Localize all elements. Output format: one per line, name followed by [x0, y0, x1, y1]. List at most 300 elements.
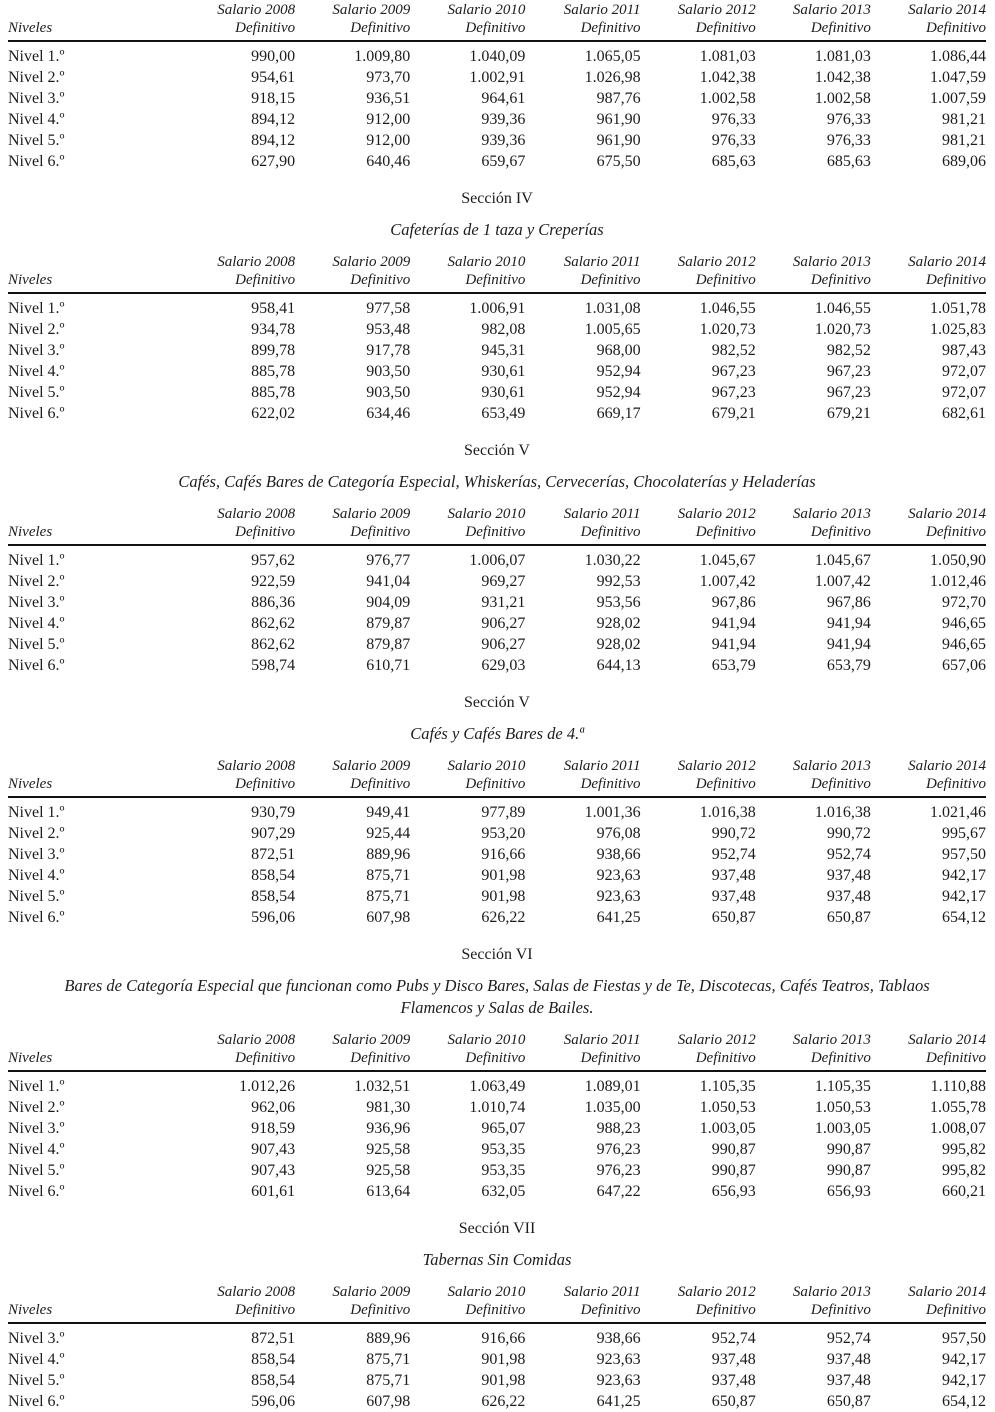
value-cell: 610,71 [366, 657, 411, 674]
value-cell: 1.050,90 [930, 552, 986, 569]
year-header-bottom: Definitivo [350, 775, 411, 792]
value-cell: 885,78 [251, 363, 296, 380]
value-cell: 965,07 [481, 1120, 526, 1137]
value-cell: 1.003,05 [699, 1120, 756, 1137]
level-cell: Nivel 1.º [8, 804, 65, 821]
level-cell: Nivel 6.º [8, 657, 65, 674]
value-cell: 1.051,78 [930, 300, 986, 317]
value-cell: 1.065,05 [584, 48, 641, 65]
value-cell: 650,87 [826, 909, 871, 926]
year-header-top: Salario 2013 [792, 2, 871, 18]
year-header-bottom: Definitivo [695, 1049, 756, 1066]
table-row [8, 571, 986, 592]
value-cell: 1.026,98 [584, 69, 641, 86]
value-cell: 1.020,73 [814, 321, 871, 338]
value-cell: 1.006,07 [469, 552, 526, 569]
year-header-bottom: Definitivo [810, 775, 871, 792]
value-cell: 1.005,65 [584, 321, 641, 338]
value-cell: 907,43 [251, 1162, 296, 1179]
table-row [8, 1370, 986, 1391]
year-header-bottom: Definitivo [695, 523, 756, 540]
level-cell: Nivel 4.º [8, 615, 65, 632]
value-cell: 976,33 [711, 132, 756, 149]
year-header-bottom: Definitivo [350, 523, 411, 540]
table-row [8, 41, 986, 67]
salary-table [8, 758, 986, 928]
year-header-top: Salario 2008 [217, 1032, 296, 1048]
column-header-niveles: Niveles [8, 506, 180, 545]
value-cell: 885,78 [251, 384, 296, 401]
value-cell: 1.042,38 [699, 69, 756, 86]
value-cell: 641,25 [596, 1393, 641, 1410]
level-cell: Nivel 2.º [8, 321, 65, 338]
value-cell: 976,08 [596, 825, 641, 842]
year-header-bottom: Definitivo [580, 1301, 641, 1318]
year-header-bottom: Definitivo [350, 19, 411, 36]
section-title: Sección V [464, 694, 530, 711]
column-header-year [641, 1032, 756, 1071]
level-cell: Nivel 5.º [8, 132, 65, 149]
value-cell: 1.002,58 [699, 90, 756, 107]
value-cell: 1.010,74 [469, 1099, 526, 1116]
value-cell: 654,12 [942, 1393, 986, 1410]
value-cell: 875,71 [366, 867, 411, 884]
year-header-bottom: Definitivo [580, 523, 641, 540]
value-cell: 937,48 [826, 867, 871, 884]
value-cell: 946,65 [942, 615, 986, 632]
year-header-bottom: Definitivo [810, 271, 871, 288]
column-header-year [180, 506, 295, 545]
value-cell: 937,48 [826, 1372, 871, 1389]
column-header-year [641, 254, 756, 293]
column-header-year [756, 506, 871, 545]
table-row [8, 1349, 986, 1370]
value-cell: 912,00 [366, 132, 411, 149]
value-cell: 679,21 [826, 405, 871, 422]
value-cell: 990,72 [826, 825, 871, 842]
value-cell: 1.001,36 [584, 804, 641, 821]
value-cell: 967,23 [826, 384, 871, 401]
value-cell: 1.040,09 [469, 48, 526, 65]
value-cell: 1.081,03 [699, 48, 756, 65]
value-cell: 945,31 [481, 342, 526, 359]
value-cell: 1.081,03 [814, 48, 871, 65]
year-header-bottom: Definitivo [465, 775, 526, 792]
year-header-top: Salario 2012 [677, 506, 756, 522]
value-cell: 1.003,05 [814, 1120, 871, 1137]
value-cell: 901,98 [481, 1372, 526, 1389]
level-cell: Nivel 2.º [8, 69, 65, 86]
table-header-row [8, 254, 986, 293]
year-header-top: Salario 2009 [332, 506, 411, 522]
salary-section [8, 442, 986, 676]
value-cell: 1.035,00 [584, 1099, 641, 1116]
level-cell: Nivel 1.º [8, 1078, 65, 1095]
value-cell: 937,48 [711, 1372, 756, 1389]
year-header-top: Salario 2011 [563, 1284, 641, 1300]
year-header-top: Salario 2012 [677, 254, 756, 270]
column-header-year [525, 1284, 640, 1323]
value-cell: 961,90 [596, 132, 641, 149]
value-cell: 976,33 [826, 111, 871, 128]
value-cell: 682,61 [942, 405, 986, 422]
value-cell: 889,96 [366, 1330, 411, 1347]
year-header-bottom: Definitivo [695, 19, 756, 36]
level-cell: Nivel 3.º [8, 846, 65, 863]
value-cell: 653,49 [481, 405, 526, 422]
level-cell: Nivel 3.º [8, 594, 65, 611]
value-cell: 894,12 [251, 132, 296, 149]
value-cell: 675,50 [596, 153, 641, 170]
value-cell: 1.002,58 [814, 90, 871, 107]
column-header-year [410, 254, 525, 293]
year-header-top: Salario 2014 [908, 506, 986, 522]
value-cell: 901,98 [481, 1351, 526, 1368]
column-header-year [410, 758, 525, 797]
value-cell: 953,56 [596, 594, 641, 611]
level-cell: Nivel 4.º [8, 1351, 65, 1368]
table-row [8, 319, 986, 340]
value-cell: 1.020,73 [699, 321, 756, 338]
table-row [8, 844, 986, 865]
value-cell: 627,90 [251, 153, 296, 170]
column-header-year [295, 758, 410, 797]
value-cell: 1.012,46 [930, 573, 986, 590]
value-cell: 886,36 [251, 594, 296, 611]
year-header-top: Salario 2014 [908, 254, 986, 270]
salary-section [8, 2, 986, 172]
value-cell: 1.031,08 [584, 300, 641, 317]
value-cell: 937,48 [826, 1351, 871, 1368]
value-cell: 923,63 [596, 1372, 641, 1389]
table-row [8, 634, 986, 655]
value-cell: 990,87 [826, 1141, 871, 1158]
value-cell: 952,74 [826, 1330, 871, 1347]
year-header-bottom: Definitivo [465, 1301, 526, 1318]
column-header-year [525, 254, 640, 293]
value-cell: 957,50 [942, 846, 986, 863]
column-header-year [525, 758, 640, 797]
year-header-top: Salario 2009 [332, 1032, 411, 1048]
value-cell: 942,17 [942, 1351, 986, 1368]
year-header-top: Salario 2014 [908, 1032, 986, 1048]
year-header-top: Salario 2008 [217, 254, 296, 270]
value-cell: 937,48 [711, 867, 756, 884]
level-cell: Nivel 4.º [8, 111, 65, 128]
value-cell: 858,54 [251, 1351, 296, 1368]
value-cell: 957,62 [251, 552, 296, 569]
column-header-year [871, 1284, 986, 1323]
table-body [8, 545, 986, 676]
value-cell: 889,96 [366, 846, 411, 863]
year-header-bottom: Definitivo [235, 271, 296, 288]
value-cell: 1.030,22 [584, 552, 641, 569]
column-header-niveles: Niveles [8, 254, 180, 293]
value-cell: 1.086,44 [930, 48, 986, 65]
value-cell: 938,66 [596, 1330, 641, 1347]
value-cell: 1.050,53 [814, 1099, 871, 1116]
table-row [8, 655, 986, 676]
table-row [8, 1391, 986, 1412]
value-cell: 931,21 [481, 594, 526, 611]
value-cell: 1.002,91 [469, 69, 526, 86]
year-header-bottom: Definitivo [926, 775, 986, 792]
value-cell: 632,05 [481, 1183, 526, 1200]
value-cell: 644,13 [596, 657, 641, 674]
table-row [8, 109, 986, 130]
value-cell: 981,21 [942, 111, 986, 128]
salary-section [8, 1220, 986, 1412]
value-cell: 949,41 [366, 804, 411, 821]
level-cell: Nivel 2.º [8, 825, 65, 842]
year-header-top: Salario 2011 [563, 2, 641, 18]
table-row [8, 886, 986, 907]
value-cell: 1.105,35 [814, 1078, 871, 1095]
section-subtitle: Cafés y Cafés Bares de 4.ª [410, 724, 584, 743]
value-cell: 912,00 [366, 111, 411, 128]
year-header-bottom: Definitivo [235, 19, 296, 36]
value-cell: 964,61 [481, 90, 526, 107]
table-header-row [8, 758, 986, 797]
level-cell: Nivel 5.º [8, 888, 65, 905]
value-cell: 917,78 [366, 342, 411, 359]
section-subtitle: Cafés, Cafés Bares de Categoría Especial, Whiskerías, Cervecerías, Chocolaterías y Heladerías [178, 472, 816, 491]
value-cell: 669,17 [596, 405, 641, 422]
value-cell: 653,79 [711, 657, 756, 674]
value-cell: 982,52 [711, 342, 756, 359]
value-cell: 936,96 [366, 1120, 411, 1137]
column-header-year [410, 506, 525, 545]
column-header-year [756, 2, 871, 41]
value-cell: 650,87 [711, 909, 756, 926]
year-header-bottom: Definitivo [810, 19, 871, 36]
year-header-top: Salario 2009 [332, 1284, 411, 1300]
value-cell: 650,87 [826, 1393, 871, 1410]
value-cell: 907,43 [251, 1141, 296, 1158]
column-header-year [180, 758, 295, 797]
column-header-year [295, 2, 410, 41]
value-cell: 601,61 [251, 1183, 296, 1200]
value-cell: 990,72 [711, 825, 756, 842]
year-header-top: Salario 2010 [447, 758, 526, 774]
year-header-bottom: Definitivo [580, 775, 641, 792]
value-cell: 1.089,01 [584, 1078, 641, 1095]
value-cell: 942,17 [942, 888, 986, 905]
value-cell: 596,06 [251, 909, 296, 926]
value-cell: 1.021,46 [930, 804, 986, 821]
column-header-niveles: Niveles [8, 2, 180, 41]
value-cell: 982,52 [826, 342, 871, 359]
year-header-top: Salario 2013 [792, 1284, 871, 1300]
year-header-bottom: Definitivo [465, 523, 526, 540]
column-header-year [871, 2, 986, 41]
column-header-year [295, 1284, 410, 1323]
value-cell: 952,74 [826, 846, 871, 863]
year-header-bottom: Definitivo [810, 1301, 871, 1318]
value-cell: 626,22 [481, 909, 526, 926]
table-row [8, 1160, 986, 1181]
value-cell: 973,70 [366, 69, 411, 86]
column-header-year [641, 758, 756, 797]
value-cell: 1.047,59 [930, 69, 986, 86]
value-cell: 1.012,26 [239, 1078, 296, 1095]
column-header-year [641, 506, 756, 545]
value-cell: 1.110,88 [930, 1078, 986, 1095]
value-cell: 1.045,67 [814, 552, 871, 569]
section-subtitle: Cafeterías de 1 taza y Creperías [390, 220, 604, 239]
year-header-top: Salario 2011 [563, 506, 641, 522]
value-cell: 922,59 [251, 573, 296, 590]
value-cell: 685,63 [711, 153, 756, 170]
table-body [8, 1323, 986, 1412]
value-cell: 858,54 [251, 1372, 296, 1389]
year-header-top: Salario 2008 [217, 2, 296, 18]
year-header-top: Salario 2010 [447, 1032, 526, 1048]
value-cell: 976,33 [826, 132, 871, 149]
value-cell: 976,77 [366, 552, 411, 569]
year-header-bottom: Definitivo [926, 1301, 986, 1318]
value-cell: 596,06 [251, 1393, 296, 1410]
value-cell: 990,00 [251, 48, 296, 65]
year-header-bottom: Definitivo [235, 775, 296, 792]
value-cell: 1.008,07 [930, 1120, 986, 1137]
value-cell: 1.063,49 [469, 1078, 526, 1095]
table-body [8, 797, 986, 928]
value-cell: 862,62 [251, 636, 296, 653]
value-cell: 930,61 [481, 384, 526, 401]
column-header-niveles: Niveles [8, 1284, 180, 1323]
value-cell: 872,51 [251, 846, 296, 863]
value-cell: 987,76 [596, 90, 641, 107]
value-cell: 1.025,83 [930, 321, 986, 338]
value-cell: 967,23 [711, 363, 756, 380]
table-body [8, 41, 986, 172]
level-cell: Nivel 5.º [8, 1162, 65, 1179]
value-cell: 613,64 [366, 1183, 411, 1200]
value-cell: 862,62 [251, 615, 296, 632]
value-cell: 941,94 [711, 615, 756, 632]
year-header-top: Salario 2013 [792, 758, 871, 774]
year-header-top: Salario 2009 [332, 758, 411, 774]
value-cell: 925,44 [366, 825, 411, 842]
salary-table [8, 1032, 986, 1202]
year-header-top: Salario 2013 [792, 1032, 871, 1048]
value-cell: 629,03 [481, 657, 526, 674]
section-title: Sección IV [461, 190, 533, 207]
value-cell: 969,27 [481, 573, 526, 590]
value-cell: 988,23 [596, 1120, 641, 1137]
salary-section [8, 694, 986, 928]
column-header-year [871, 506, 986, 545]
value-cell: 907,29 [251, 825, 296, 842]
year-header-top: Salario 2014 [908, 2, 986, 18]
value-cell: 942,17 [942, 1372, 986, 1389]
value-cell: 647,22 [596, 1183, 641, 1200]
table-row [8, 823, 986, 844]
value-cell: 641,25 [596, 909, 641, 926]
value-cell: 930,61 [481, 363, 526, 380]
value-cell: 952,94 [596, 363, 641, 380]
value-cell: 961,90 [596, 111, 641, 128]
value-cell: 626,22 [481, 1393, 526, 1410]
year-header-top: Salario 2009 [332, 254, 411, 270]
column-header-year [180, 2, 295, 41]
year-header-bottom: Definitivo [580, 1049, 641, 1066]
value-cell: 995,82 [942, 1162, 986, 1179]
column-header-year [525, 2, 640, 41]
value-cell: 952,94 [596, 384, 641, 401]
value-cell: 858,54 [251, 867, 296, 884]
value-cell: 977,58 [366, 300, 411, 317]
table-row [8, 1139, 986, 1160]
table-header-row [8, 506, 986, 545]
table-row [8, 1118, 986, 1139]
table-row [8, 88, 986, 109]
year-header-top: Salario 2013 [792, 254, 871, 270]
level-cell: Nivel 4.º [8, 1141, 65, 1158]
value-cell: 875,71 [366, 1372, 411, 1389]
value-cell: 657,06 [942, 657, 986, 674]
value-cell: 923,63 [596, 867, 641, 884]
value-cell: 982,08 [481, 321, 526, 338]
value-cell: 1.016,38 [814, 804, 871, 821]
year-header-top: Salario 2010 [447, 506, 526, 522]
value-cell: 967,23 [711, 384, 756, 401]
value-cell: 930,79 [251, 804, 296, 821]
value-cell: 953,48 [366, 321, 411, 338]
column-header-year [410, 2, 525, 41]
value-cell: 990,87 [711, 1141, 756, 1158]
year-header-bottom: Definitivo [926, 523, 986, 540]
value-cell: 607,98 [366, 909, 411, 926]
value-cell: 972,70 [942, 594, 986, 611]
year-header-top: Salario 2009 [332, 2, 411, 18]
table-row [8, 907, 986, 928]
year-header-bottom: Definitivo [695, 775, 756, 792]
year-header-top: Salario 2010 [447, 1284, 526, 1300]
value-cell: 1.046,55 [814, 300, 871, 317]
value-cell: 1.016,38 [699, 804, 756, 821]
value-cell: 967,86 [826, 594, 871, 611]
year-header-top: Salario 2014 [908, 1284, 986, 1300]
value-cell: 875,71 [366, 888, 411, 905]
column-header-year [871, 1032, 986, 1071]
value-cell: 1.050,53 [699, 1099, 756, 1116]
value-cell: 995,67 [942, 825, 986, 842]
value-cell: 654,12 [942, 909, 986, 926]
value-cell: 1.045,67 [699, 552, 756, 569]
year-header-bottom: Definitivo [926, 1049, 986, 1066]
value-cell: 928,02 [596, 615, 641, 632]
value-cell: 937,48 [711, 888, 756, 905]
salary-table [8, 254, 986, 424]
salary-table [8, 2, 986, 172]
value-cell: 872,51 [251, 1330, 296, 1347]
value-cell: 938,66 [596, 846, 641, 863]
table-row [8, 151, 986, 172]
salary-table [8, 506, 986, 676]
value-cell: 659,67 [481, 153, 526, 170]
value-cell: 916,66 [481, 846, 526, 863]
value-cell: 939,36 [481, 111, 526, 128]
column-header-year [525, 1032, 640, 1071]
level-cell: Nivel 1.º [8, 552, 65, 569]
level-cell: Nivel 3.º [8, 1330, 65, 1347]
value-cell: 1.007,42 [814, 573, 871, 590]
column-header-year [410, 1284, 525, 1323]
level-cell: Nivel 6.º [8, 153, 65, 170]
table-row [8, 340, 986, 361]
